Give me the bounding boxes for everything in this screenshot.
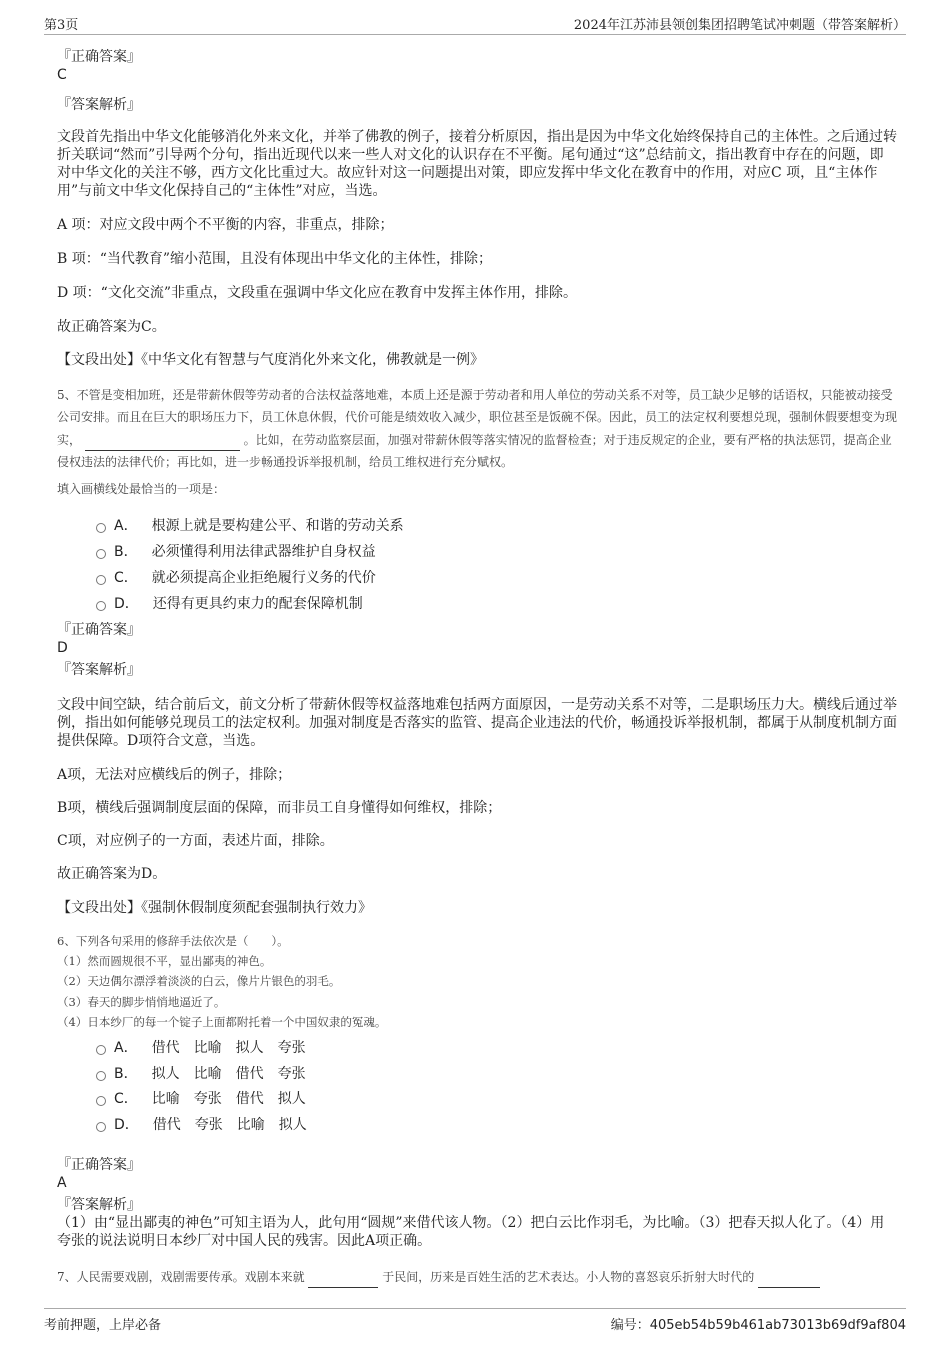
q5-option-c[interactable]: C． 就必须提高企业拒绝履行义务的代价 <box>96 567 376 587</box>
q5-option-a-note: A项，无法对应横线后的例子，排除； <box>57 767 292 783</box>
q4-source: 【文段出处】《中华文化有智慧与气度消化外来文化，佛教就是一例》 <box>57 352 484 368</box>
q5-option-b-note: B项，横线后强调制度层面的保障，而非员工自身懂得如何维权，排除； <box>57 800 502 816</box>
q5-option-d[interactable]: D． 还得有更具约束力的配套保障机制 <box>96 593 363 613</box>
q5-conclusion: 故正确答案为D。 <box>57 866 167 882</box>
page-header <box>44 14 906 35</box>
q7-blank-2 <box>758 1265 820 1288</box>
q6-option-d[interactable]: D． 借代 夸张 比喻 拟人 <box>96 1114 321 1134</box>
q5-stem-part1: 5、不管是变相加班，还是带薪休假等劳动者的合法权益落地难，本质上还是源于劳动者和用人单位的劳动关系不对等，员工缺少足够的话语权，只能被动接受公司安排。而且在巨大的职场压力下，员工休息休假，代价可能是绩效收入减少，职位甚至是饭碗不保。因此，员工的法定权利要想兑现，强制休假要想变为现实， <box>57 388 898 447</box>
q6-analysis-label: 『答案解析』 <box>57 1197 141 1213</box>
q6-sentence-2: （2）天边偶尔漂浮着淡淡的白云，像片片银色的羽毛。 <box>57 974 341 988</box>
q5-blank <box>85 428 240 451</box>
q5-answer-label: 『正确答案』 <box>57 622 141 638</box>
q4-conclusion: 故正确答案为C。 <box>57 319 166 335</box>
q6-sentence-4: （4）日本纱厂的每一个锭子上面都附托着一个中国奴隶的冤魂。 <box>57 1015 387 1029</box>
q5-stem-part2: 。比如，在劳动监察层面，加强对带薪休假等落实情况的监督检查；对于违反规定的企业，要有严格的执法惩罚，提高企业侵权违法的法律代价；再比如，进一步畅通投诉举报机制，给员工维权进行充分赋权。 <box>57 433 892 469</box>
q4-answer-label: 『正确答案』 <box>57 49 141 65</box>
q6-answer-label: 『正确答案』 <box>57 1157 141 1173</box>
q5-source: 【文段出处】《强制休假制度须配套强制执行效力》 <box>57 900 372 916</box>
q4-option-b-note: B 项：“当代教育”缩小范围，且没有体现出中华文化的主体性，排除； <box>57 251 493 267</box>
q7-blank-1 <box>308 1265 378 1288</box>
radio-icon[interactable] <box>96 601 106 611</box>
q4-option-d-note: D 项：“文化交流”非重点，文段重在强调中华文化应在教育中发挥主体作用，排除。 <box>57 285 577 301</box>
q6-stem: 6、下列各句采用的修辞手法依次是（ ）。 <box>57 934 289 948</box>
q6-sentence-3: （3）春天的脚步悄悄地逼近了。 <box>57 995 226 1009</box>
radio-icon[interactable] <box>96 1045 106 1055</box>
q5-stem <box>57 384 897 473</box>
q5-analysis-label: 『答案解析』 <box>57 662 141 678</box>
q5-prompt: 填入画横线处最恰当的一项是： <box>57 482 226 496</box>
q6-option-b[interactable]: B． 拟人 比喻 借代 夸张 <box>96 1063 320 1083</box>
q7-stem <box>57 1265 897 1288</box>
q4-analysis-label: 『答案解析』 <box>57 97 141 113</box>
q6-sentence-1: （1）然而圆规很不平，显出鄙夷的神色。 <box>57 954 272 968</box>
q5-analysis: 文段中间空缺，结合前后文，前文分析了带薪休假等权益落地难包括两方面原因，一是劳动关系不对等，二是职场压力大。横线后通过举例，指出如何能够兑现员工的法定权利。加强对制度是否落实的监管、提高企业违法的代价，畅通投诉举报机制，都属于从制度机制方面提供保障。D项符合文意，当选。 <box>57 697 897 749</box>
q6-option-c[interactable]: C． 比喻 夸张 借代 拟人 <box>96 1088 320 1108</box>
q6-answer: A <box>57 1175 67 1191</box>
q4-answer: C <box>57 67 67 83</box>
q5-option-c-note: C项，对应例子的一方面，表述片面，排除。 <box>57 833 334 849</box>
q6-analysis: （1）由“显出鄙夷的神色”可知主语为人，此句用“圆规”来借代该人物。（2）把白云比作羽毛，为比喻。（3）把春天拟人化了。（4）用夸张的说法说明日本纱厂对中国人民的残害。因此A项正确。 <box>57 1215 885 1249</box>
q4-analysis: 文段首先指出中华文化能够消化外来文化，并举了佛教的例子，接着分析原因，指出是因为中华文化始终保持自己的主体性。之后通过转折关联词“然而”引导两个分句，指出近现代以来一些人对文化的认识存在不平衡。尾句通过“这”总结前文，指出教育中存在的问题，即对中华文化的关注不够，西方文化比重过大。故应针对这一问题提出对策，即应发挥中华文化在教育中的作用，对应C 项，且“主体作用”与前文中华文化保持自己的“主体性”对应，当选。 <box>57 129 897 199</box>
document-title: 2024年江苏沛县领创集团招聘笔试冲刺题（带答案解析） <box>573 18 906 33</box>
radio-icon[interactable] <box>96 575 106 585</box>
footer-slogan: 考前押题，上岸必备 <box>44 1318 162 1333</box>
q6-option-a[interactable]: A． 借代 比喻 拟人 夸张 <box>96 1037 320 1057</box>
q7-stem-part1: 7、人民需要戏剧，戏剧需要传承。戏剧本来就 <box>57 1270 305 1284</box>
page-footer <box>44 1308 906 1335</box>
page-number: 第3页 <box>44 18 79 33</box>
q5-answer: D <box>57 640 68 656</box>
radio-icon[interactable] <box>96 1096 106 1106</box>
footer-code: 编号：405eb54b59b461ab73013b69df9af804 <box>610 1318 906 1333</box>
q4-option-a-note: A 项：对应文段中两个不平衡的内容，非重点，排除； <box>57 217 394 233</box>
radio-icon[interactable] <box>96 1071 106 1081</box>
q5-option-a[interactable]: A． 根源上就是要构建公平、和谐的劳动关系 <box>96 515 404 535</box>
radio-icon[interactable] <box>96 549 106 559</box>
radio-icon[interactable] <box>96 523 106 533</box>
radio-icon[interactable] <box>96 1122 106 1132</box>
q5-option-b[interactable]: B． 必须懂得利用法律武器维护自身权益 <box>96 541 376 561</box>
q7-stem-part2: 于民间，历来是百姓生活的艺术表达。小人物的喜怒哀乐折射大时代的 <box>382 1270 755 1284</box>
